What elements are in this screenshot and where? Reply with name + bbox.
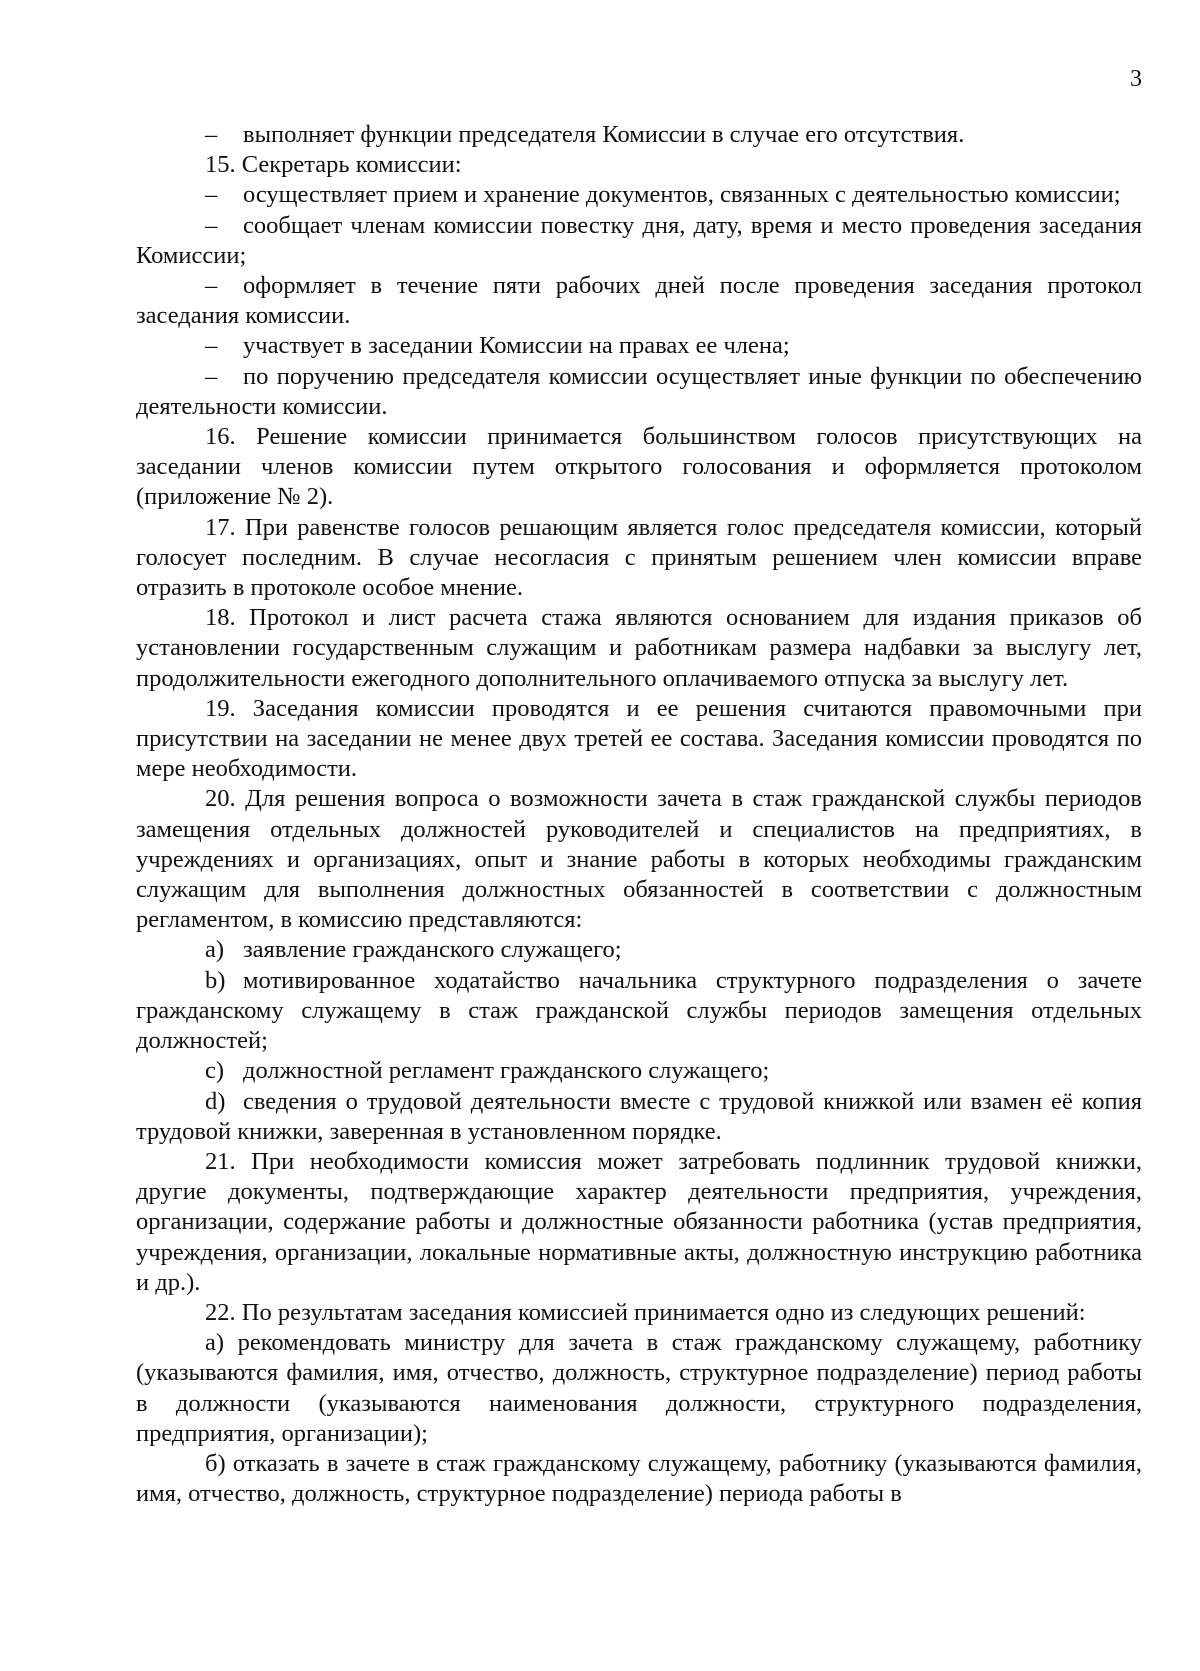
paragraph-text: 16. Решение комиссии принимается большинством голосов присутствующих на заседании членов комиссии путем открытого голосования и оформляется протоколом (приложение № 2).	[136, 423, 1142, 511]
paragraph-text: 22. По результатам заседания комиссией принимается одно из следующих решений:	[205, 1298, 1086, 1326]
paragraph	[136, 180, 1142, 210]
paragraph	[136, 150, 1142, 180]
list-marker: a)	[205, 936, 225, 964]
paragraph	[136, 694, 1142, 785]
paragraph-text: 19. Заседания комиссии проводятся и ее решения считаются правомочными при присутствии на заседании не менее двух третей ее состава. Заседания комиссии проводятся по мере необходимости.	[136, 694, 1142, 783]
list-marker: –	[205, 332, 218, 360]
paragraph	[136, 1328, 1142, 1449]
paragraph-text: а) рекомендовать министру для зачета в стаж гражданскому служащему, работнику (указываются фамилия, имя, отчество, должность, структурное подразделение) период работы в должности (указываются наименования должности, структурного подразделения, предприятия, организации);	[136, 1329, 1142, 1447]
paragraph-text: заявление гражданского служащего;	[243, 936, 622, 964]
paragraph-text: 18. Протокол и лист расчета стажа являются основанием для издания приказов об установлении государственным служащим и работникам размера надбавки за выслугу лет, продолжительности ежегодного дополнительного оплачиваемого отпуска за выслугу лет.	[136, 604, 1142, 692]
paragraph	[136, 1056, 1142, 1086]
paragraph	[136, 603, 1142, 694]
paragraph	[136, 1298, 1142, 1328]
paragraph	[136, 271, 1142, 331]
paragraph	[136, 513, 1142, 604]
paragraph	[136, 211, 1142, 271]
paragraph	[136, 966, 1142, 1057]
list-marker: b)	[205, 966, 226, 994]
paragraph	[136, 935, 1142, 965]
paragraph-text: оформляет в течение пяти рабочих дней после проведения заседания протокол заседания комиссии.	[136, 272, 1142, 330]
paragraph-text: 15. Секретарь комиссии:	[205, 151, 462, 179]
paragraph-text: осуществляет прием и хранение документов, связанных с деятельностью комиссии;	[243, 181, 1121, 209]
paragraph	[136, 120, 1142, 150]
paragraph-text: участвует в заседании Комиссии на правах ее члена;	[243, 332, 790, 360]
paragraph-text: 20. Для решения вопроса о возможности зачета в стаж гражданской службы периодов замещения отдельных должностей руководителей и специалистов на предприятиях, в учреждениях и организациях, опыт и знание работы в которых необходимы гражданским служащим для выполнения должностных обязанностей в соответствии с должностным регламентом, в комиссию представляются:	[136, 785, 1142, 934]
paragraph-text: сведения о трудовой деятельности вместе с трудовой книжкой или взамен её копия трудовой книжки, заверенная в установленном порядке.	[136, 1087, 1142, 1145]
list-marker: –	[205, 181, 218, 209]
list-marker: –	[205, 362, 218, 390]
paragraph	[136, 331, 1142, 361]
paragraph	[136, 1449, 1142, 1509]
paragraph-text: выполняет функции председателя Комиссии в случае его отсутствия.	[243, 121, 965, 148]
paragraph-text: сообщает членам комиссии повестку дня, дату, время и место проведения заседания Комиссии;	[136, 211, 1142, 269]
list-marker: c)	[205, 1057, 225, 1085]
paragraph-text: мотивированное ходатайство начальника структурного подразделения о зачете гражданскому служащему в стаж гражданской службы периодов замещения отдельных должностей;	[136, 966, 1142, 1055]
list-marker: –	[205, 121, 218, 148]
paragraph	[136, 784, 1142, 935]
paragraph-text: 21. При необходимости комиссия может затребовать подлинник трудовой книжки, другие документы, подтверждающие характер деятельности предприятия, учреждения, организации, содержание работы и должностные обязанности работника (устав предприятия, учреждения, организации, локальные нормативные акты, должностную инструкцию работника и др.).	[136, 1147, 1142, 1296]
paragraph-text: 17. При равенстве голосов решающим является голос председателя комиссии, который голосует последним. В случае несогласия с принятым решением член комиссии вправе отразить в протоколе особое мнение.	[136, 513, 1142, 602]
paragraph	[136, 1087, 1142, 1147]
list-marker: –	[205, 272, 218, 300]
paragraph-text: должностной регламент гражданского служащего;	[243, 1057, 770, 1085]
paragraph-text: по поручению председателя комиссии осуществляет иные функции по обеспечению деятельности комиссии.	[136, 362, 1142, 420]
list-marker: –	[205, 211, 218, 239]
paragraph-text: б) отказать в зачете в стаж гражданскому служащему, работнику (указываются фамилия, имя, отчество, должность, структурное подразделение) периода работы в	[136, 1449, 1142, 1508]
list-marker: d)	[205, 1087, 226, 1115]
paragraph	[136, 422, 1142, 513]
paragraph	[136, 1147, 1142, 1298]
document-body	[136, 120, 1142, 1509]
paragraph	[136, 362, 1142, 422]
page-number: 3	[1130, 66, 1142, 92]
